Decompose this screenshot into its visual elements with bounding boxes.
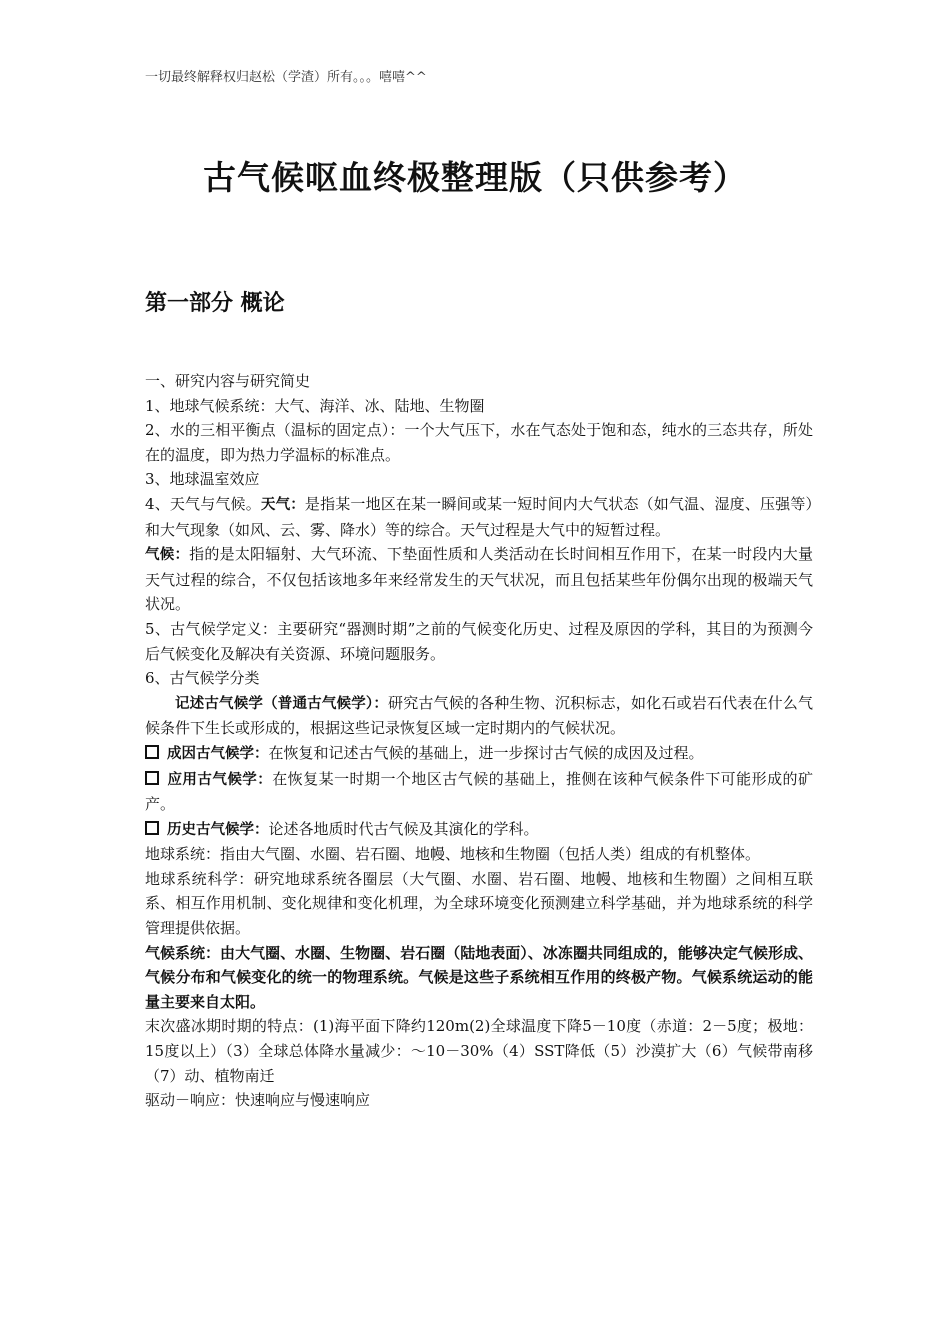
paragraph-last-glacial-maximum: 末次盛冰期时期的特点：(1)海平面下降约120m(2)全球温度下降5－10度（赤道：2－5度；极地：15度以上）（3）全球总体降水量减少：～10－30%（4）SST降低（5）沙漠扩大（6）气候带南移（7）动、植物南迁 xyxy=(145,1017,813,1085)
section-heading: 第一部分 概论 xyxy=(145,291,285,316)
paragraph-paleoclimatology-definition: 5、古气候学定义：主要研究“器测时期”之前的气候变化历史、过程及原因的学科，其目的为预测今后气候变化及解决有关资源、环境问题服务。 xyxy=(145,619,813,663)
paragraph-descriptive-paleoclimatology xyxy=(145,691,813,741)
paragraph-applied-paleoclimatology xyxy=(145,767,813,817)
climate-term: 气候： xyxy=(145,547,190,564)
paragraph-climate-definition xyxy=(145,542,813,617)
paragraph-weather-and-climate xyxy=(145,492,813,542)
weather-definition: 是指某一地区在某一瞬间或某一短时间内大气状态（如气温、湿度、压强等）和大气现象（如风、云、雾、降水）等的综合。天气过程是大气中的短暂过程。 xyxy=(145,494,814,539)
paragraph-research-content: 一、研究内容与研究简史 xyxy=(145,372,311,390)
paragraph-earth-system-science: 地球系统科学：研究地球系统各圈层（大气圈、水圈、岩石圈、地幔、地核和生物圈）之间相互联系、相互作用机制、变化规律和变化机理，为全球环境变化预测建立科学基础，并为地球系统的科学管理提供依据。 xyxy=(145,869,813,938)
document-title: 古气候呕血终极整理版（只供参考） xyxy=(203,158,747,197)
historical-definition: 论述各地质时代古气候及其演化的学科。 xyxy=(268,819,539,838)
checkbox-square-icon xyxy=(145,821,159,835)
historical-term: 历史古气候学： xyxy=(167,821,269,838)
paragraph-earth-system: 地球系统：指由大气圈、水圈、岩石圈、地幔、地核和生物圈（包括人类）组成的有机整体。 xyxy=(145,845,761,864)
paragraph-forcing-response: 驱动－响应：快速响应与慢速响应 xyxy=(145,1091,371,1110)
paragraph-paleoclimatology-classification: 6、古气候学分类 xyxy=(145,669,260,688)
document-body xyxy=(145,369,813,1113)
descriptive-term: 记述古气候学（普通古气候学）： xyxy=(175,695,389,712)
paragraph-genetic-paleoclimatology xyxy=(145,741,813,767)
checkbox-square-icon xyxy=(145,745,159,759)
weather-term: 天气： xyxy=(260,496,305,513)
descriptive-definition: 研究古气候的各种生物、沉积标志，如化石或岩石代表在什么气候条件下生长或形成的，根据这些记录恢复区域一定时期内的气候状况。 xyxy=(145,693,813,738)
paragraph-climate-system-definition: 气候系统：由大气圈、水圈、生物圈、岩石圈（陆地表面）、冰冻圈共同组成的，能够决定气候形成、气候分布和气候变化的统一的物理系统。气候是这些子系统相互作用的终极产物。气候系统运动的能量主要来自太阳。 xyxy=(145,943,813,1011)
paragraph-triple-point: 2、水的三相平衡点（温标的固定点）：一个大气压下，水在气态处于饱和态，纯水的三态共存，所处在的温度，即为热力学温标的标准点。 xyxy=(145,421,813,464)
paragraph-greenhouse-effect: 3、地球温室效应 xyxy=(145,470,260,489)
genetic-term: 成因古气候学： xyxy=(167,745,269,762)
paragraph-historical-paleoclimatology xyxy=(145,817,813,843)
weather-climate-intro: 4、天气与气候。 xyxy=(145,494,261,513)
genetic-definition: 在恢复和记述古气候的基础上，进一步探讨古气候的成因及过程。 xyxy=(268,743,704,762)
applied-term: 应用古气候学： xyxy=(167,771,273,788)
applied-definition: 在恢复某一时期一个地区古气候的基础上，推侧在该种气候条件下可能形成的矿产。 xyxy=(145,769,813,814)
checkbox-square-icon xyxy=(145,771,159,785)
page-header-note: 一切最终解释权归赵松（学渣）所有。。。嘻嘻^^ xyxy=(145,70,427,85)
paragraph-climate-system-components: 1、地球气候系统：大气、海洋、冰、陆地、生物圈 xyxy=(145,396,485,415)
climate-definition: 指的是太阳辐射、大气环流、下垫面性质和人类活动在长时间相互作用下，在某一时段内大量天气过程的综合，不仅包括该地多年来经常发生的天气状况，而且包括某些年份偶尔出现的极端天气状况。 xyxy=(145,545,813,614)
